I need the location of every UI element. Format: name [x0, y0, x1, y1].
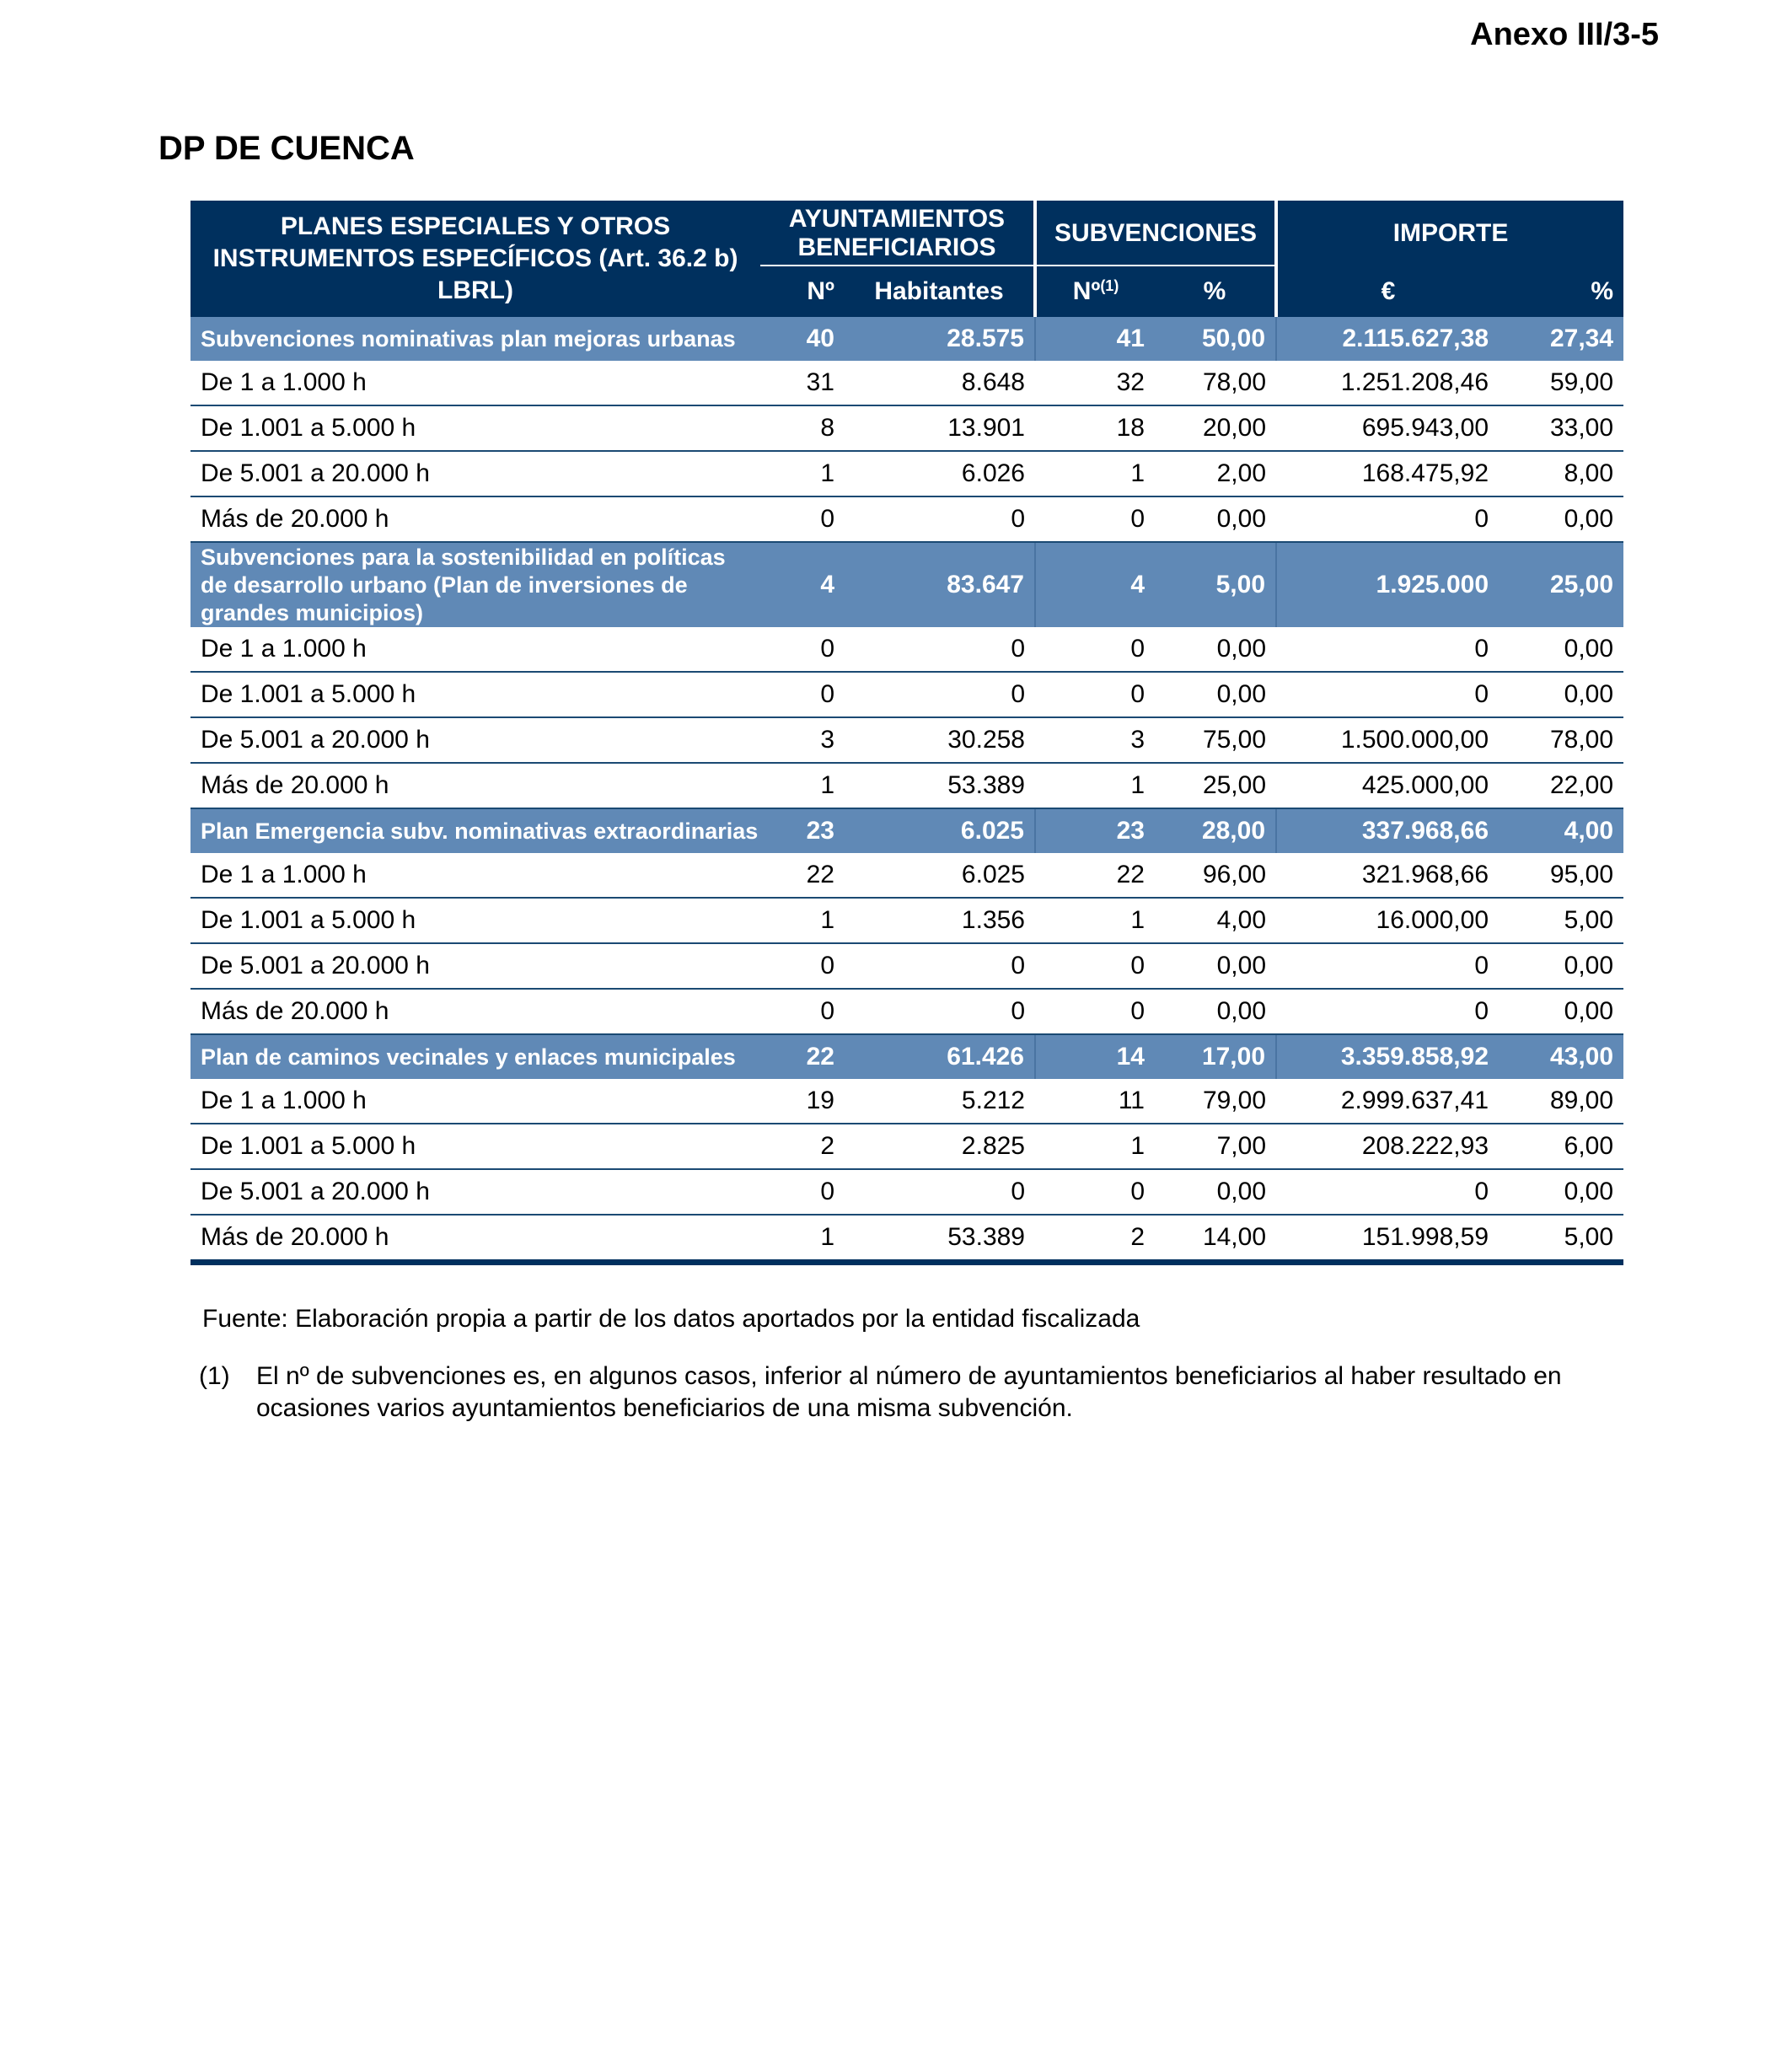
- cell-subvenciones-n: 1: [1035, 898, 1155, 943]
- cell-subvenciones-n: 3: [1035, 717, 1155, 763]
- cell-subvenciones-n: 23: [1035, 808, 1155, 853]
- cell-habitantes: 6.026: [845, 451, 1035, 496]
- cell-subvenciones-pct: 0,00: [1155, 989, 1276, 1034]
- cell-importe-pct: 5,00: [1499, 898, 1623, 943]
- cell-ayuntamientos-n: 0: [760, 496, 845, 542]
- table-row: [190, 717, 1623, 763]
- cell-subvenciones-pct: 0,00: [1155, 672, 1276, 717]
- cell-label: Plan Emergencia subv. nominativas extraordinarias: [190, 808, 760, 853]
- cell-importe-pct: 4,00: [1499, 808, 1623, 853]
- cell-habitantes: 0: [845, 1169, 1035, 1215]
- cell-subvenciones-n: 0: [1035, 989, 1155, 1034]
- cell-habitantes: 0: [845, 989, 1035, 1034]
- cell-subvenciones-pct: 0,00: [1155, 627, 1276, 672]
- cell-importe-pct: 0,00: [1499, 496, 1623, 542]
- cell-label: De 1 a 1.000 h: [190, 853, 760, 898]
- cell-importe-eur: 2.115.627,38: [1276, 317, 1499, 361]
- table-row: [190, 898, 1623, 943]
- cell-importe-pct: 0,00: [1499, 627, 1623, 672]
- cell-ayuntamientos-n: 1: [760, 763, 845, 808]
- cell-habitantes: 1.356: [845, 898, 1035, 943]
- footnote-text: El nº de subvenciones es, en algunos casos, inferior al número de ayuntamientos beneficiarios al haber resultado en ocasiones varios ayuntamientos beneficiarios de una misma subvención.: [256, 1362, 1562, 1422]
- cell-subvenciones-pct: 7,00: [1155, 1124, 1276, 1169]
- header-instruments: PLANES ESPECIALES Y OTROS INSTRUMENTOS ESPECÍFICOS (Art. 36.2 b) LBRL): [190, 201, 760, 317]
- cell-label: Plan de caminos vecinales y enlaces municipales: [190, 1034, 760, 1079]
- cell-label: De 1 a 1.000 h: [190, 627, 760, 672]
- cell-label: De 1 a 1.000 h: [190, 1079, 760, 1124]
- header-col-habitantes: Habitantes: [845, 266, 1035, 317]
- cell-habitantes: 53.389: [845, 1215, 1035, 1263]
- cell-importe-eur: 695.943,00: [1276, 405, 1499, 451]
- cell-habitantes: 0: [845, 496, 1035, 542]
- cell-importe-eur: 1.251.208,46: [1276, 361, 1499, 405]
- cell-importe-pct: 89,00: [1499, 1079, 1623, 1124]
- cell-subvenciones-n: 1: [1035, 1124, 1155, 1169]
- cell-label: Más de 20.000 h: [190, 496, 760, 542]
- section-row: [190, 808, 1623, 853]
- source-note: Fuente: Elaboración propia a partir de los datos aportados por la entidad fiscalizada: [202, 1305, 1140, 1333]
- cell-subvenciones-pct: 2,00: [1155, 451, 1276, 496]
- cell-importe-eur: 208.222,93: [1276, 1124, 1499, 1169]
- cell-ayuntamientos-n: 22: [760, 1034, 845, 1079]
- cell-importe-eur: 168.475,92: [1276, 451, 1499, 496]
- annex-reference: Anexo III/3-5: [1470, 17, 1659, 52]
- cell-importe-eur: 0: [1276, 943, 1499, 989]
- cell-subvenciones-n: 4: [1035, 542, 1155, 627]
- cell-importe-eur: 3.359.858,92: [1276, 1034, 1499, 1079]
- cell-subvenciones-pct: 20,00: [1155, 405, 1276, 451]
- table-row: [190, 1215, 1623, 1263]
- cell-ayuntamientos-n: 4: [760, 542, 845, 627]
- cell-habitantes: 0: [845, 943, 1035, 989]
- cell-label: De 1.001 a 5.000 h: [190, 898, 760, 943]
- cell-importe-pct: 22,00: [1499, 763, 1623, 808]
- cell-label: Subvenciones para la sostenibilidad en políticas de desarrollo urbano (Plan de inversiones de grandes municipios): [190, 542, 760, 627]
- cell-subvenciones-n: 1: [1035, 451, 1155, 496]
- section-row: [190, 542, 1623, 627]
- cell-importe-pct: 78,00: [1499, 717, 1623, 763]
- cell-habitantes: 6.025: [845, 808, 1035, 853]
- cell-importe-pct: 0,00: [1499, 989, 1623, 1034]
- cell-label: De 1.001 a 5.000 h: [190, 1124, 760, 1169]
- table-header: [190, 201, 1623, 317]
- table-row: [190, 405, 1623, 451]
- cell-importe-eur: 2.999.637,41: [1276, 1079, 1499, 1124]
- header-ayuntamientos: AYUNTAMIENTOS BENEFICIARIOS: [760, 201, 1035, 266]
- section-row: [190, 1034, 1623, 1079]
- cell-subvenciones-n: 0: [1035, 627, 1155, 672]
- subsidies-table: [190, 201, 1623, 1265]
- cell-subvenciones-n: 11: [1035, 1079, 1155, 1124]
- cell-label: Más de 20.000 h: [190, 763, 760, 808]
- cell-importe-eur: 0: [1276, 989, 1499, 1034]
- cell-ayuntamientos-n: 1: [760, 898, 845, 943]
- cell-label: De 5.001 a 20.000 h: [190, 1169, 760, 1215]
- cell-ayuntamientos-n: 0: [760, 1169, 845, 1215]
- cell-habitantes: 61.426: [845, 1034, 1035, 1079]
- cell-habitantes: 30.258: [845, 717, 1035, 763]
- cell-habitantes: 5.212: [845, 1079, 1035, 1124]
- table-row: [190, 496, 1623, 542]
- cell-ayuntamientos-n: 0: [760, 989, 845, 1034]
- cell-habitantes: 53.389: [845, 763, 1035, 808]
- cell-subvenciones-n: 2: [1035, 1215, 1155, 1263]
- cell-ayuntamientos-n: 1: [760, 1215, 845, 1263]
- cell-ayuntamientos-n: 0: [760, 943, 845, 989]
- cell-subvenciones-pct: 50,00: [1155, 317, 1276, 361]
- cell-label: De 1.001 a 5.000 h: [190, 405, 760, 451]
- cell-importe-eur: 1.925.000: [1276, 542, 1499, 627]
- cell-importe-pct: 43,00: [1499, 1034, 1623, 1079]
- cell-subvenciones-pct: 14,00: [1155, 1215, 1276, 1263]
- header-col-n: Nº: [760, 266, 845, 317]
- cell-ayuntamientos-n: 22: [760, 853, 845, 898]
- cell-importe-eur: 0: [1276, 496, 1499, 542]
- cell-subvenciones-n: 1: [1035, 763, 1155, 808]
- cell-habitantes: 8.648: [845, 361, 1035, 405]
- cell-subvenciones-pct: 25,00: [1155, 763, 1276, 808]
- cell-subvenciones-pct: 0,00: [1155, 1169, 1276, 1215]
- header-col-pct-importe: %: [1499, 266, 1623, 317]
- cell-habitantes: 13.901: [845, 405, 1035, 451]
- cell-ayuntamientos-n: 19: [760, 1079, 845, 1124]
- cell-ayuntamientos-n: 2: [760, 1124, 845, 1169]
- cell-subvenciones-n: 0: [1035, 672, 1155, 717]
- cell-ayuntamientos-n: 40: [760, 317, 845, 361]
- cell-subvenciones-pct: 0,00: [1155, 943, 1276, 989]
- table-body: [190, 317, 1623, 1263]
- cell-ayuntamientos-n: 23: [760, 808, 845, 853]
- cell-subvenciones-n: 0: [1035, 943, 1155, 989]
- table-row: [190, 1079, 1623, 1124]
- header-subvenciones: SUBVENCIONES: [1035, 201, 1276, 266]
- cell-habitantes: 6.025: [845, 853, 1035, 898]
- table-row: [190, 1169, 1623, 1215]
- cell-ayuntamientos-n: 3: [760, 717, 845, 763]
- cell-subvenciones-n: 0: [1035, 496, 1155, 542]
- cell-importe-pct: 95,00: [1499, 853, 1623, 898]
- table-row: [190, 989, 1623, 1034]
- cell-importe-pct: 27,34: [1499, 317, 1623, 361]
- cell-importe-pct: 8,00: [1499, 451, 1623, 496]
- cell-subvenciones-pct: 75,00: [1155, 717, 1276, 763]
- cell-subvenciones-n: 14: [1035, 1034, 1155, 1079]
- header-col-pct-subv: %: [1155, 266, 1276, 317]
- cell-subvenciones-n: 32: [1035, 361, 1155, 405]
- table-row: [190, 763, 1623, 808]
- cell-label: De 1.001 a 5.000 h: [190, 672, 760, 717]
- cell-subvenciones-pct: 28,00: [1155, 808, 1276, 853]
- cell-importe-pct: 25,00: [1499, 542, 1623, 627]
- table-row: [190, 853, 1623, 898]
- cell-label: De 1 a 1.000 h: [190, 361, 760, 405]
- entity-title: DP DE CUENCA: [158, 130, 415, 167]
- cell-subvenciones-n: 18: [1035, 405, 1155, 451]
- cell-habitantes: 83.647: [845, 542, 1035, 627]
- section-row: [190, 317, 1623, 361]
- cell-importe-pct: 6,00: [1499, 1124, 1623, 1169]
- header-col-n-subv-label: Nº: [1072, 277, 1101, 305]
- cell-habitantes: 28.575: [845, 317, 1035, 361]
- cell-importe-pct: 59,00: [1499, 361, 1623, 405]
- cell-subvenciones-pct: 17,00: [1155, 1034, 1276, 1079]
- cell-label: Más de 20.000 h: [190, 989, 760, 1034]
- cell-subvenciones-pct: 78,00: [1155, 361, 1276, 405]
- table-row: [190, 672, 1623, 717]
- table-row: [190, 451, 1623, 496]
- footnote-ref-1: (1): [1100, 277, 1119, 294]
- cell-ayuntamientos-n: 8: [760, 405, 845, 451]
- cell-importe-eur: 1.500.000,00: [1276, 717, 1499, 763]
- table-row: [190, 943, 1623, 989]
- cell-importe-pct: 33,00: [1499, 405, 1623, 451]
- footnote-number: (1): [199, 1362, 230, 1390]
- cell-importe-eur: 321.968,66: [1276, 853, 1499, 898]
- header-col-eur: €: [1276, 266, 1499, 317]
- cell-label: De 5.001 a 20.000 h: [190, 717, 760, 763]
- cell-subvenciones-pct: 0,00: [1155, 496, 1276, 542]
- table-row: [190, 361, 1623, 405]
- cell-importe-eur: 337.968,66: [1276, 808, 1499, 853]
- cell-importe-pct: 5,00: [1499, 1215, 1623, 1263]
- cell-ayuntamientos-n: 0: [760, 672, 845, 717]
- cell-importe-eur: 0: [1276, 1169, 1499, 1215]
- cell-subvenciones-n: 22: [1035, 853, 1155, 898]
- footnote: [199, 1360, 1615, 1425]
- cell-subvenciones-n: 0: [1035, 1169, 1155, 1215]
- cell-habitantes: 0: [845, 672, 1035, 717]
- subsidies-table-container: [190, 201, 1623, 1265]
- cell-importe-eur: 16.000,00: [1276, 898, 1499, 943]
- table-row: [190, 627, 1623, 672]
- cell-ayuntamientos-n: 31: [760, 361, 845, 405]
- cell-habitantes: 2.825: [845, 1124, 1035, 1169]
- cell-importe-pct: 0,00: [1499, 1169, 1623, 1215]
- cell-subvenciones-n: 41: [1035, 317, 1155, 361]
- cell-subvenciones-pct: 96,00: [1155, 853, 1276, 898]
- cell-label: De 5.001 a 20.000 h: [190, 943, 760, 989]
- cell-importe-pct: 0,00: [1499, 672, 1623, 717]
- cell-label: De 5.001 a 20.000 h: [190, 451, 760, 496]
- cell-importe-eur: 151.998,59: [1276, 1215, 1499, 1263]
- cell-importe-pct: 0,00: [1499, 943, 1623, 989]
- header-col-n-subv: [1035, 266, 1155, 317]
- cell-habitantes: 0: [845, 627, 1035, 672]
- cell-ayuntamientos-n: 0: [760, 627, 845, 672]
- cell-subvenciones-pct: 79,00: [1155, 1079, 1276, 1124]
- header-importe: IMPORTE: [1276, 201, 1623, 266]
- cell-importe-eur: 425.000,00: [1276, 763, 1499, 808]
- cell-label: Más de 20.000 h: [190, 1215, 760, 1263]
- cell-importe-eur: 0: [1276, 672, 1499, 717]
- cell-subvenciones-pct: 5,00: [1155, 542, 1276, 627]
- table-row: [190, 1124, 1623, 1169]
- cell-importe-eur: 0: [1276, 627, 1499, 672]
- cell-label: Subvenciones nominativas plan mejoras urbanas: [190, 317, 760, 361]
- cell-subvenciones-pct: 4,00: [1155, 898, 1276, 943]
- cell-ayuntamientos-n: 1: [760, 451, 845, 496]
